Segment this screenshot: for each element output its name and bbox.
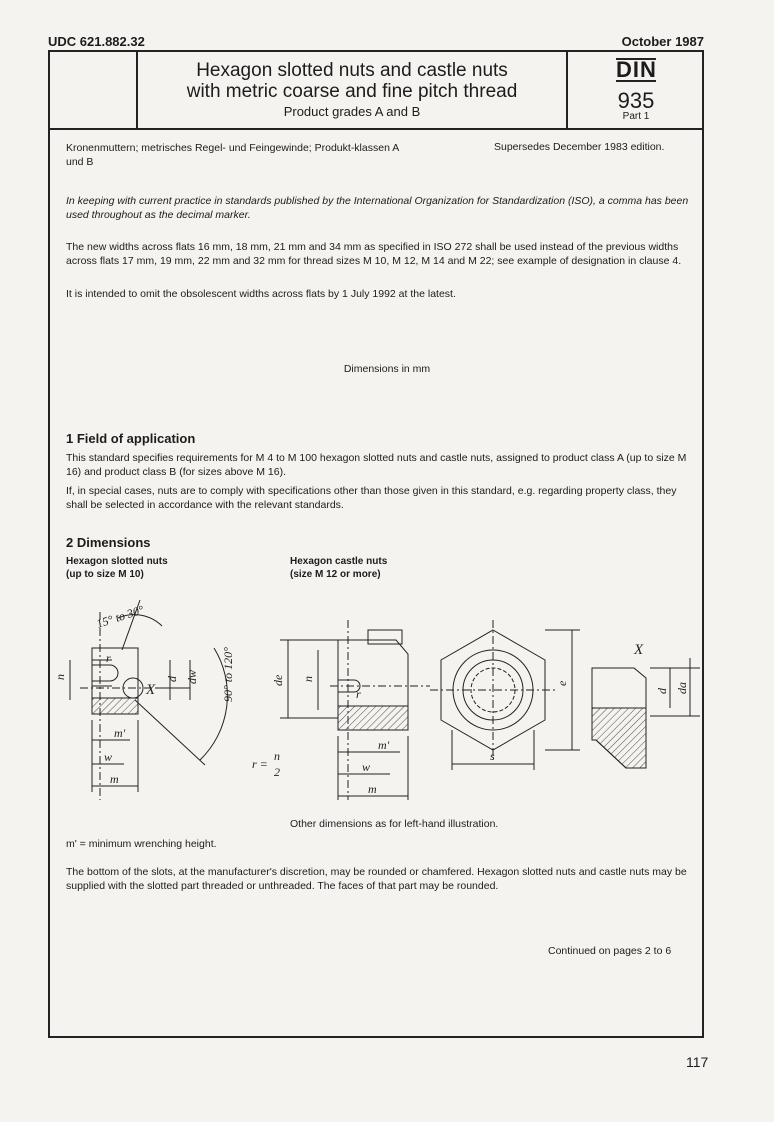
w-label-castle: w <box>362 760 371 774</box>
r-formula-denominator: 2 <box>274 765 280 779</box>
continued-note: Continued on pages 2 to 6 <box>548 945 672 957</box>
m-label-left: m <box>110 772 119 786</box>
din-part: Part 1 <box>622 111 650 122</box>
hexagon-top-view <box>430 620 580 770</box>
r-label-castle: r <box>356 687 361 701</box>
dimensions-unit-note: Dimensions in mm <box>343 363 431 375</box>
x-marker-detail: X <box>634 642 644 658</box>
publication-date: October 1987 <box>621 34 704 49</box>
e-label: e <box>555 680 569 686</box>
slot-bottom-note: The bottom of the slots, at the manufacturer's discretion, may be rounded or chamfered. Hexagon slotted nuts and castle nuts may be supplied with the slotted part threaded or unthreaded. The faces of that part may be rounded. <box>66 866 687 892</box>
angle-15-30-label: 15° to 30° <box>94 602 146 631</box>
din-number: 935 <box>617 88 655 113</box>
dw-label: dw <box>185 669 199 684</box>
supersedes-note: Supersedes December 1983 edition. <box>494 141 665 153</box>
n-label: n <box>53 674 67 680</box>
slotted-nut-drawing <box>70 600 227 800</box>
r-formula-numerator: n <box>274 749 280 763</box>
detail-x-drawing <box>592 658 700 768</box>
d-label-detail: d <box>655 688 669 694</box>
section-1-paragraph-2: If, in special cases, nuts are to comply with specifications other than those given in this standard, e.g. regarding property class, they shall be selected in accordance with the relevant standards. <box>66 485 677 511</box>
widths-across-flats-note: The new widths across flats 16 mm, 18 mm, 21 mm and 34 mm as specified in ISO 272 shall be used instead of the previous widths across flats 17 mm, 19 mm, 22 mm and 32 mm for thread sizes M 10, M 12, M 14 and M 22; see example of designation in clause 4. <box>66 241 682 267</box>
da-label: da <box>675 682 689 694</box>
d-label: d <box>165 676 179 682</box>
other-dimensions-note: Other dimensions as for left-hand illustration. <box>290 818 499 830</box>
udc-number: UDC 621.882.32 <box>48 34 145 49</box>
title-line-2: with metric coarse and fine pitch thread <box>186 81 518 102</box>
w-label-left: w <box>104 750 113 764</box>
document-subtitle: Product grades A and B <box>283 104 421 119</box>
x-marker-left: X <box>146 682 156 698</box>
m-prime-label-castle: m' <box>378 738 390 752</box>
omit-note: It is intended to omit the obsolescent widths across flats by 1 July 1992 at the latest. <box>66 288 456 300</box>
castle-nut-drawing <box>280 620 430 800</box>
m-prime-label-left: m' <box>114 726 126 740</box>
castle-nut-label-line1: Hexagon castle nuts <box>290 556 388 567</box>
slotted-nut-label-line2: (up to size M 10) <box>66 569 144 580</box>
n-label-castle: n <box>301 676 315 682</box>
m-label-castle: m <box>368 782 377 796</box>
angle-90-120-label: 90° to 120° <box>221 647 235 702</box>
r-label: r <box>106 651 111 665</box>
section-1-heading: 1 Field of application <box>66 431 196 446</box>
m-prime-note: m' = minimum wrenching height. <box>66 838 217 850</box>
german-title: Kronenmuttern; metrisches Regel- und Feingewinde; Produkt-klassen A und B <box>66 142 399 168</box>
s-label: s <box>490 749 495 763</box>
din-logo: DIN <box>616 57 657 82</box>
section-2-heading: 2 Dimensions <box>66 535 151 550</box>
slotted-nut-label-line1: Hexagon slotted nuts <box>66 556 168 567</box>
castle-nut-label-line2: (size M 12 or more) <box>290 569 381 580</box>
r-formula-lhs: r = <box>252 757 268 771</box>
page-number: 117 <box>686 1054 709 1070</box>
section-1-paragraph-1: This standard specifies requirements for M 4 to M 100 hexagon slotted nuts and castle nuts, assigned to product class A (up to size M 16) and product class B (for sizes above M 16). <box>66 452 687 478</box>
de-label: de <box>271 674 285 686</box>
decimal-marker-note: In keeping with current practice in standards published by the International Organization for Standardization (ISO), a comma has been used throughout as the decimal marker. <box>66 195 689 221</box>
title-line-1: Hexagon slotted nuts and castle nuts <box>196 60 508 81</box>
